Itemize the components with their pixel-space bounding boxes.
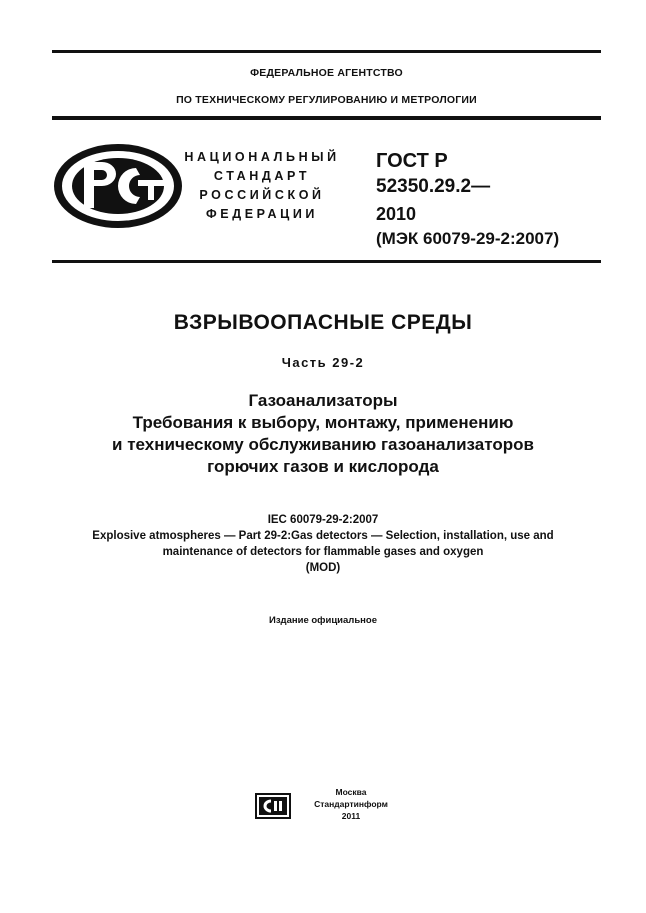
iec-reference: IEC 60079-29-2:2007: [267, 514, 379, 526]
agency-line-1: ФЕДЕРАЛЬНОЕ АГЕНТСТВО: [250, 67, 403, 79]
designation-line-4: (МЭК 60079-29-2:2007): [376, 229, 560, 248]
top-rule: [52, 50, 601, 53]
gost-r-certification-mark-icon: [52, 142, 184, 230]
mod-marker: (MOD): [305, 562, 341, 574]
standard-type-line-2: СТАНДАРТ: [213, 169, 311, 183]
publisher-name: Стандартинформ: [314, 799, 388, 809]
edition-label: Издание официальное: [269, 615, 377, 626]
designation-rule: [52, 260, 601, 263]
agency-line-2: ПО ТЕХНИЧЕСКОМУ РЕГУЛИРОВАНИЮ И МЕТРОЛОГИИ: [176, 94, 477, 106]
designation-line-1: ГОСТ Р: [376, 150, 448, 172]
part-number: Часть 29-2: [281, 355, 365, 370]
designation-line-3: 2010: [376, 204, 417, 224]
english-title-line-1: Explosive atmospheres — Part 29-2:Gas detectors — Selection, installation, use and: [92, 530, 554, 542]
standard-type-line-1: НАЦИОНАЛЬНЫЙ: [184, 150, 340, 164]
publisher-logo: [255, 793, 291, 819]
subtitle-line-4: горючих газов и кислорода: [207, 457, 439, 476]
publisher-city: Москва: [335, 787, 367, 797]
subtitle-line-2: Требования к выбору, монтажу, применению: [132, 413, 514, 432]
standartinform-logo-icon: [255, 793, 291, 819]
header-rule: [52, 116, 601, 120]
gost-r-logo: [52, 142, 184, 230]
standard-type-line-3: РОССИЙСКОЙ: [199, 188, 325, 202]
english-title-line-2: maintenance of detectors for flammable gases and oxygen: [162, 546, 484, 558]
page-title: ВЗРЫВООПАСНЫЕ СРЕДЫ: [173, 311, 473, 334]
designation-line-2: 52350.29.2—: [376, 176, 491, 197]
publication-year: 2011: [341, 811, 361, 821]
standard-type-line-4: ФЕДЕРАЦИИ: [205, 207, 318, 221]
subtitle-line-1: Газоанализаторы: [248, 391, 398, 410]
subtitle-line-3: и техническому обслуживанию газоанализаторов: [112, 435, 534, 454]
